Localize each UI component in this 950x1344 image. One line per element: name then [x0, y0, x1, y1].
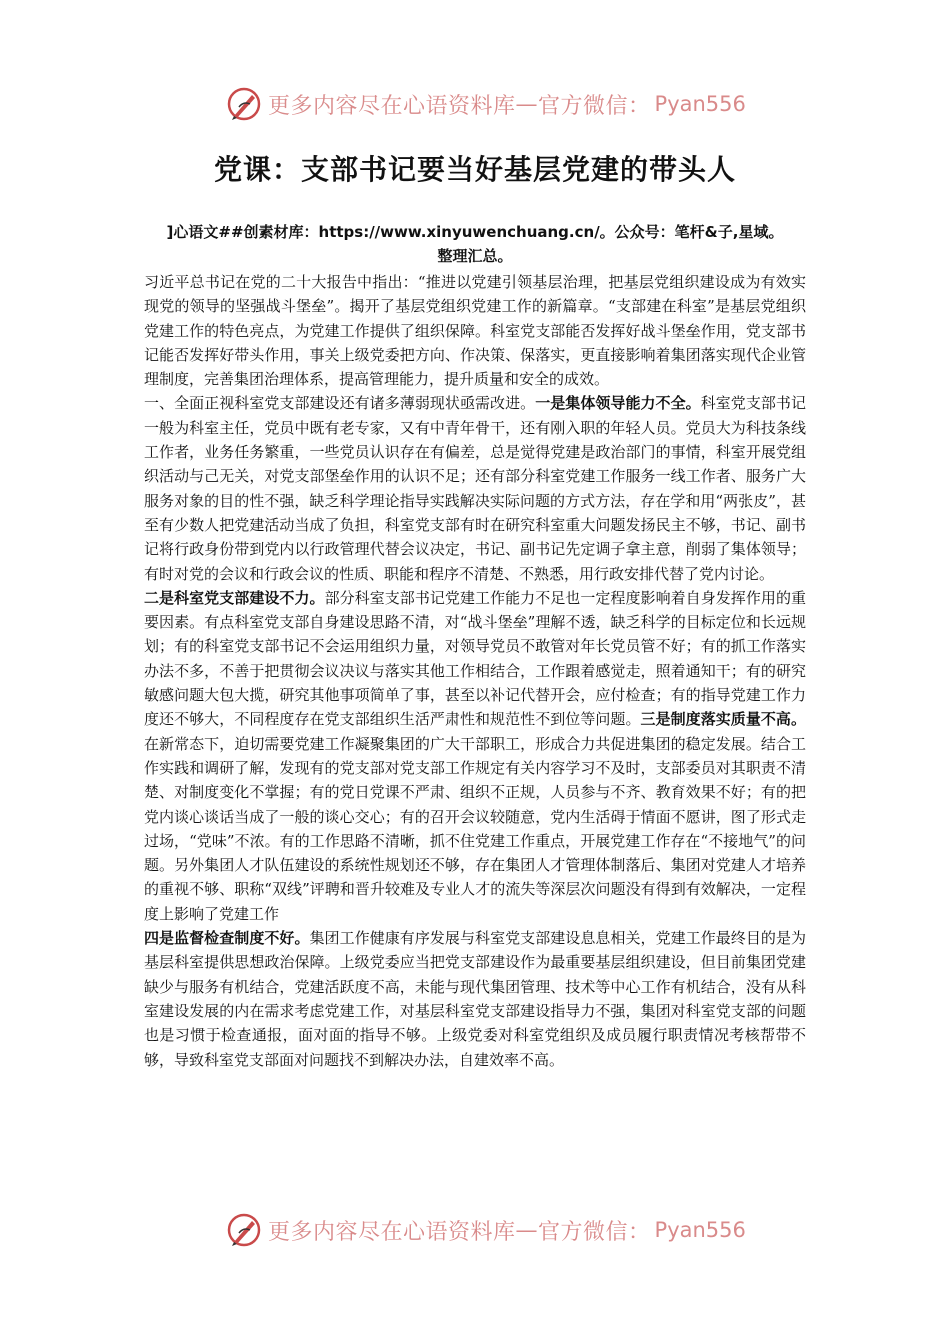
point-3-heading: 三是制度落实质量不高。	[640, 710, 806, 729]
point-3-text: 在新常态下，迫切需要党建工作凝聚集团的广大干部职工，形成合力共促进集团的稳定发展。结合工作实践和调研了解，发现有的党支部对党支部工作规定有关内容学习不及时，支部委员对其职责不清楚、对制度变化不掌握；有的党日党课不严肃、组织不正规，人员参与不齐、教育效果不好；有的把党内谈心谈话当成了一般的谈心交心；有的召开会议较随意，党内生活碍于情面不愿讲，图了形式走过场，“党味”不浓。有的工作思路不清晰，抓不住党建工作重点，开展党建工作存在“不接地气”的问题。另外集团人才队伍建设的系统性规划还不够，存在集团人才管理体制落后、集团对党建人才培养的重视不够、职称“双线”评聘和晋升较难及专业人才的流失等深层次问题没有得到有效解决，一定程度上影响了党建工作	[144, 734, 806, 923]
paragraph-point-4	[144, 926, 806, 1072]
point-4-text: 集团工作健康有序发展与科室党支部建设息息相关，党建工作最终目的是为基层科室提供思想政治保障。上级党委应当把党支部建设作为最重要基层组织建设，但目前集团党建缺少与服务有机结合，党建活跃度不高，未能与现代集团管理、技术等中心工作有机结合，没有从科室建设发展的内在需求考虑党建工作，对基层科室党支部建设指导力不强，集团对科室党支部的问题也是习惯于检查通报，面对面的指导不够。上级党委对科室党组织及成员履行职责情况考核帮带不够，导致科室党支部面对问题找不到解决办法，自建效率不高。	[144, 929, 806, 1069]
document-title: 党课：支部书记要当好基层党建的带头人	[213, 153, 736, 186]
banner-text: 更多内容尽在心语资料库	[268, 93, 516, 119]
point-1-heading: 一是集体领导能力不全。	[535, 394, 701, 413]
point-2-heading: 二是科室党支部建设不力。	[144, 588, 325, 607]
banner-label: 官方微信：	[538, 1219, 651, 1245]
document-body	[144, 270, 806, 1072]
banner-dash: —	[515, 91, 539, 117]
banner-dash: —	[515, 1217, 539, 1243]
pen-logo-icon	[226, 86, 262, 122]
source-line-1: ]心语文##创素材库：https://www.xinyuwenchuang.cn/。公众号：笔杆&子,星域。	[166, 223, 784, 241]
pen-logo-icon	[226, 1212, 262, 1248]
header-banner[interactable]	[226, 84, 746, 124]
footer-banner[interactable]	[226, 1210, 746, 1250]
source-note	[140, 220, 810, 268]
point-1-text: 科室党支部书记一般为科室主任，党员中既有老专家，又有中青年骨干，还有刚入职的年轻人员。党员大为科技条线工作者，业务任务繁重，一些党员认识存在有偏差，总是觉得党建是政治部门的事情，科室开展党组织活动与己无关，对党支部堡垒作用的认识不足；还有部分科室党建工作服务一线工作者、服务广大服务对象的目的性不强，缺乏科学理论指导实践解决实际问题的方式方法，存在学和用“两张皮”，甚至有少数人把党建活动当成了负担，科室党支部有时在研究科室重大问题发扬民主不够，书记、副书记将行政身份带到党内以行政管理代替会议决定，书记、副书记先定调子拿主意，削弱了集体领导；有时对党的会议和行政会议的性质、职能和程序不清楚、不熟悉，用行政安排代替了党内讨论。	[144, 394, 806, 583]
paragraph-points-2-3	[144, 586, 806, 926]
source-line-2: 整理汇总。	[437, 247, 513, 265]
section-heading: 一、全面正视科室党支部建设还有诸多薄弱现状亟需改进。	[144, 394, 536, 413]
banner-text: 更多内容尽在心语资料库	[268, 1219, 516, 1245]
banner-wechat-id: Pyan556	[654, 92, 746, 116]
banner-label: 官方微信：	[538, 93, 651, 119]
paragraph-intro: 习近平总书记在党的二十大报告中指出：“推进以党建引领基层治理，把基层党组织建设成为有效实现党的领导的坚强战斗堡垒”。揭开了基层党组织党建工作的新篇章。“支部建在科室”是基层党组织党建工作的特色亮点，为党建工作提供了组织保障。科室党支部能否发挥好战斗堡垒作用，党支部书记能否发挥好带头作用，事关上级党委把方向、作决策、保落实，更直接影响着集团落实现代企业管理制度，完善集团治理体系，提高管理能力，提升质量和安全的成效。	[144, 273, 806, 389]
paragraph-section-1	[144, 391, 806, 585]
banner-wechat-id: Pyan556	[654, 1218, 746, 1242]
point-4-heading: 四是监督检查制度不好。	[144, 929, 310, 948]
point-2-text: 部分科室支部书记党建工作能力不足也一定程度影响着自身发挥作用的重要因素。有点科室党支部自身建设思路不清，对“战斗堡垒”理解不透，缺乏科学的目标定位和长远规划；有的科室党支部书记不会运用组织力量，对领导党员不敢管对年长党员管不好；有的抓工作落实办法不多，不善于把贯彻会议决议与落实其他工作相结合，工作跟着感觉走，照着通知干；有的研究敏感问题大包大揽，研究其他事项简单了事，甚至以补记代替开会，应付检查；有的指导党建工作力度还不够大，不同程度存在党支部组织生活严肃性和规范性不到位等问题。	[144, 588, 806, 729]
